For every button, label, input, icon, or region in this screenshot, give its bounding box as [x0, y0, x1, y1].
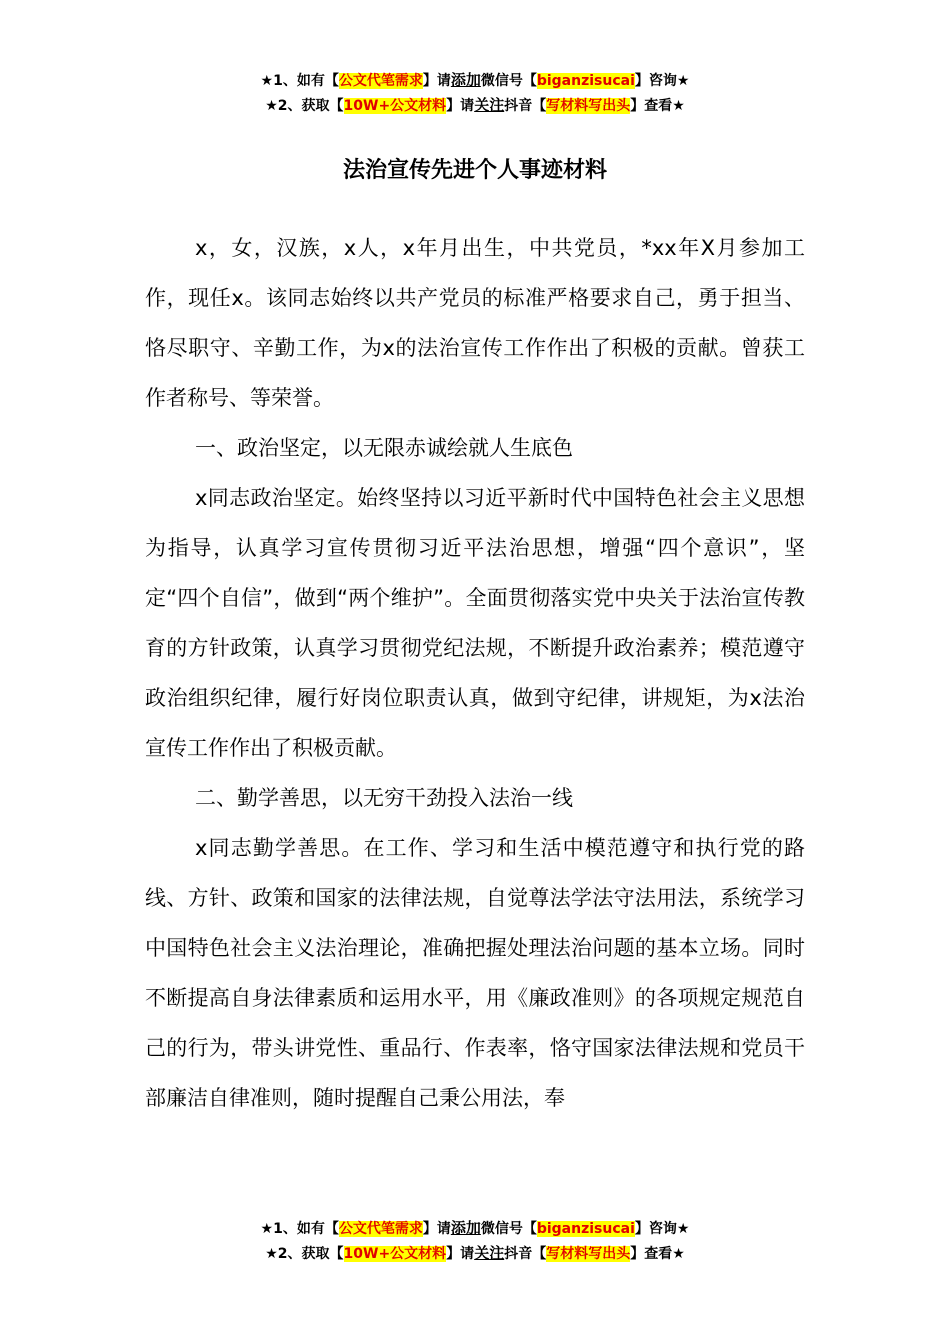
header-banner — [0, 68, 950, 118]
document-body — [145, 223, 805, 1123]
paragraph-section-1: x同志政治坚定。始终坚持以习近平新时代中国特色社会主义思想为指导，认真学习宣传贯彻习近平法治思想，增强“四个意识”，坚定“四个自信”，做到“两个维护”。全面贯彻落实党中央关于法治宣传教育的方针政策，认真学习贯彻党纪法规，不断提升政治素养；模范遵守政治组织纪律，履行好岗位职责认真，做到守纪律，讲规矩，为x法治宣传工作作出了积极贡献。 — [145, 486, 805, 760]
paragraph-intro: x，女，汉族，x人，x年月出生，中共党员，*xx年X月参加工作，现任x。该同志始终以共产党员的标准严格要求自己，勇于担当、恪尽职守、辛勤工作，为x的法治宣传工作作出了积极的贡献。曾获工作者称号、等荣誉。 — [145, 236, 805, 410]
banner-line-1: ★1、如有【公文代笔需求】请添加微信号【biganzisucai】咨询★ — [260, 1219, 690, 1237]
footer-banner — [0, 1216, 950, 1266]
section-heading-1: 一、政治坚定，以无限赤诚绘就人生底色 — [195, 436, 573, 460]
highlight-service: 公文代笔需求 — [338, 1221, 423, 1237]
highlight-service: 公文代笔需求 — [338, 73, 423, 89]
highlight-materials: 10W+公文材料 — [343, 98, 447, 114]
banner-line-2: ★2、获取【10W+公文材料】请关注抖音【写材料写出头】查看★ — [265, 96, 685, 114]
highlight-douyin: 写材料写出头 — [546, 1246, 631, 1262]
banner-line-1: ★1、如有【公文代笔需求】请添加微信号【biganzisucai】咨询★ — [260, 71, 690, 89]
section-heading-2: 二、勤学善思，以无穷干劲投入法治一线 — [195, 786, 573, 810]
highlight-wechat-id: biganzisucai — [536, 73, 635, 89]
paragraph-section-2: x同志勤学善思。在工作、学习和生活中模范遵守和执行党的路线、方针、政策和国家的法律法规，自觉尊法学法守法用法，系统学习中国特色社会主义法治理论，准确把握处理法治问题的基本立场。同时不断提高自身法律素质和运用水平，用《廉政准则》的各项规定规范自己的行为，带头讲党性、重品行、作表率，恪守国家法律法规和党员干部廉洁自律准则，随时提醒自己秉公用法，奉 — [145, 836, 805, 1110]
banner-line-2: ★2、获取【10W+公文材料】请关注抖音【写材料写出头】查看★ — [265, 1244, 685, 1262]
document-title: 法治宣传先进个人事迹材料 — [342, 158, 607, 183]
highlight-wechat-id: biganzisucai — [536, 1221, 635, 1237]
highlight-materials: 10W+公文材料 — [343, 1246, 447, 1262]
highlight-douyin: 写材料写出头 — [546, 98, 631, 114]
